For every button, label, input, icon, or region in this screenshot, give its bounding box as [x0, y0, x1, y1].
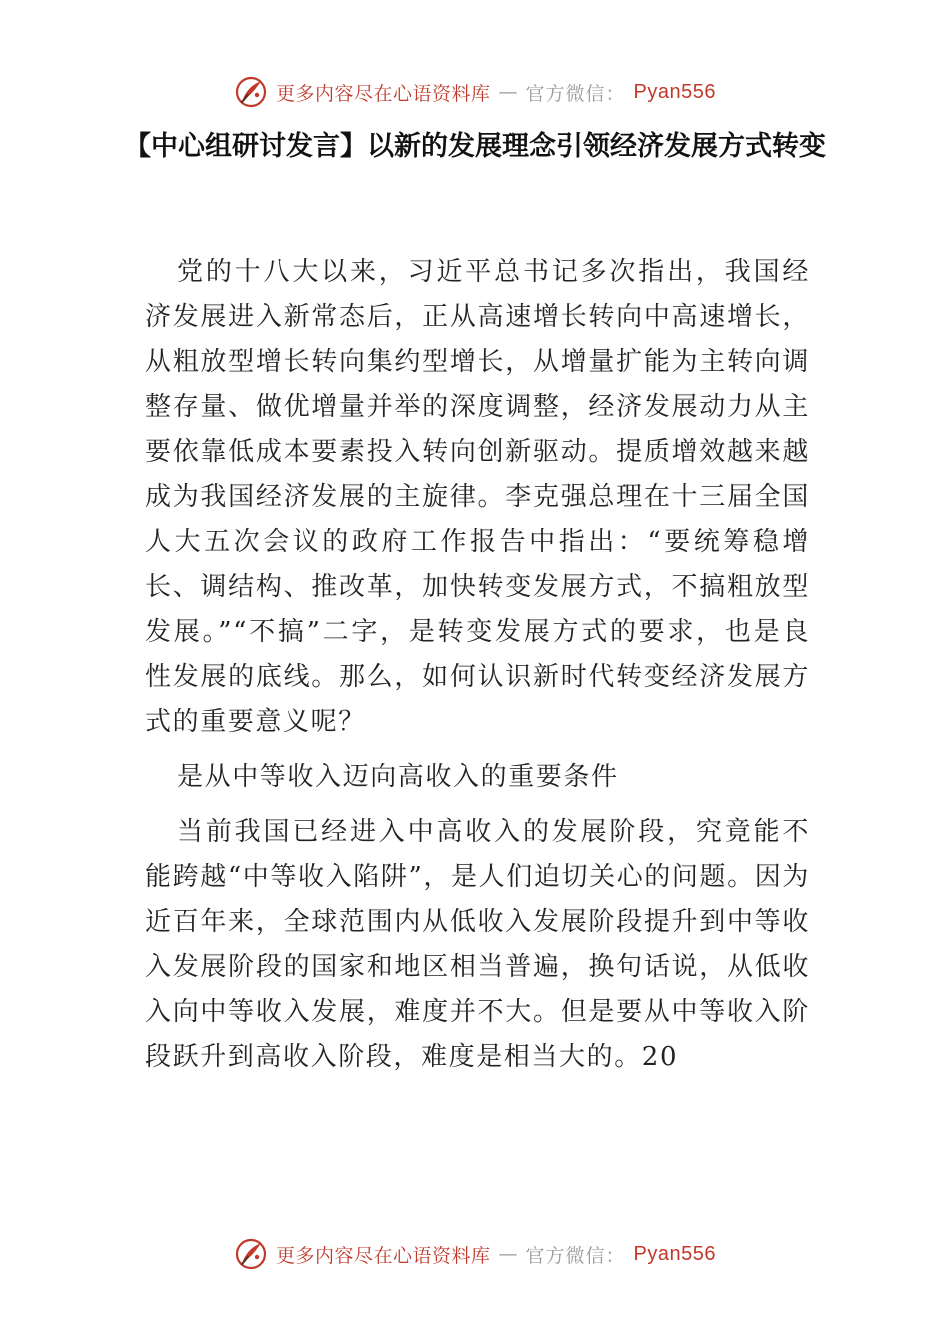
banner-wechat-id: Pyan556 — [633, 80, 716, 103]
banner-site-text: 更多内容尽在心语资料库 — [276, 1244, 491, 1267]
banner-wechat-id: Pyan556 — [633, 1242, 716, 1265]
header-banner — [0, 72, 950, 112]
section-heading: 是从中等收入迈向高收入的重要条件 — [177, 762, 619, 792]
document-title: 【中心组研讨发言】以新的发展理念引领经济发展方式转变 — [124, 131, 826, 162]
banner-site-text: 更多内容尽在心语资料库 — [276, 82, 491, 105]
document-body — [145, 250, 810, 1090]
banner-separator: — — [498, 81, 518, 103]
quill-logo-icon — [234, 75, 268, 109]
quill-logo-icon — [234, 1237, 268, 1271]
body-paragraph: 党的十八大以来，习近平总书记多次指出，我国经济发展进入新常态后，正从高速增长转向中高速增长，从粗放型增长转向集约型增长，从增量扩能为主转向调整存量、做优增量并举的深度调整，经济发展动力从主要依靠低成本要素投入转向创新驱动。提质增效越来越成为我国经济发展的主旋律。李克强总理在十三届全国人大五次会议的政府工作报告中指出：“要统筹稳增长、调结构、推改革，加快转变发展方式，不搞粗放型发展。”“不搞”二字，是转变发展方式的要求，也是良性发展的底线。那么，如何认识新时代转变经济发展方式的重要意义呢？ — [145, 257, 810, 737]
banner-wechat-label: 官方微信： — [525, 1244, 626, 1267]
banner-wechat-label: 官方微信： — [525, 82, 626, 105]
footer-banner — [0, 1234, 950, 1274]
body-paragraph: 当前我国已经进入中高收入的发展阶段，究竟能不能跨越“中等收入陷阱”，是人们迫切关心的问题。因为近百年来，全球范围内从低收入发展阶段提升到中等收入发展阶段的国家和地区相当普遍，换句话说，从低收入向中等收入发展，难度并不大。但是要从中等收入阶段跃升到高收入阶段，难度是相当大的。20 — [145, 817, 810, 1072]
banner-separator: — — [498, 1243, 518, 1265]
